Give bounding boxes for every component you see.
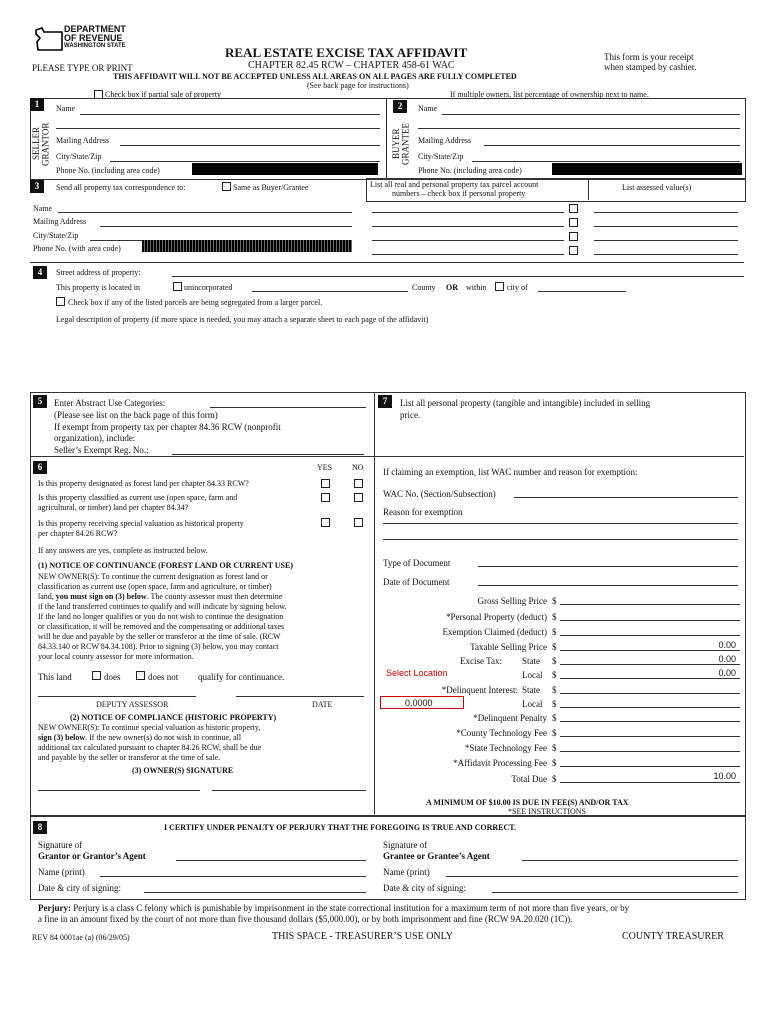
county-label: County (412, 283, 436, 292)
excise-local-dollar: $ (552, 670, 557, 680)
interest-local-dollar: $ (552, 699, 557, 709)
notice2-line4: and payable by the seller or transferor at the time of sale. (38, 753, 221, 762)
interest-state-field[interactable] (560, 693, 740, 694)
within-label: within (466, 283, 487, 292)
parcel-field-3[interactable] (372, 240, 564, 241)
current-use-question-1: Is this property classified as current use (open space, farm and (38, 493, 238, 502)
city-of-field[interactable] (538, 291, 626, 292)
current-use-no-checkbox[interactable] (354, 493, 363, 502)
buyer-name-field-2[interactable] (418, 128, 740, 129)
type-doc-label: Type of Document (383, 558, 451, 568)
notice1-line2: classification as current use (open space, farm and agriculture, or timber) (38, 582, 272, 591)
seller-mailing-field[interactable] (120, 145, 380, 146)
abstract-use-label: Enter Abstract Use Categories: (54, 398, 166, 408)
grantee-date-city-label: Date & city of signing: (383, 883, 466, 893)
same-as-buyer-label: Same as Buyer/Grantee (233, 183, 309, 192)
seller-vertical-label: SELLER GRANTOR (31, 122, 51, 166)
notice1-line8: 84.33.140 or RCW 84.34.108). Prior to signing (3) below, you may contact (38, 642, 279, 651)
taxable-price-value: 0.00 (718, 640, 736, 650)
notice1-line7: will be due and payable by the seller or transferor at the time of sale. (RCW (38, 632, 281, 641)
dept-line2: OF REVENUE (64, 33, 123, 43)
notice2-line3: additional tax calculated pursuant to chapter 84.26 RCW, shall be due (38, 743, 262, 752)
parcel-field-2[interactable] (372, 226, 564, 227)
excise-state-dollar: $ (552, 656, 557, 666)
no-header: NO (352, 463, 364, 472)
parcel-header-2: numbers – check box if personal property (392, 189, 526, 198)
assessed-field-4[interactable] (594, 254, 738, 255)
affidavit-fee-label: *Affidavit Processing Fee (453, 758, 547, 768)
notice-continuance-title: (1) NOTICE OF CONTINUANCE (FOREST LAND OR CURRENT USE) (38, 561, 293, 570)
taxable-dollar: $ (552, 642, 557, 652)
deputy-assessor-label: DEPUTY ASSESSOR (96, 700, 169, 709)
assessed-value-header: List assessed value(s) (622, 183, 692, 192)
historic-yes-checkbox[interactable] (321, 518, 330, 527)
section-4-number: 4 (33, 266, 47, 279)
section-2-number: 2 (393, 100, 407, 113)
grantor-signature-of: Signature of (38, 840, 83, 850)
legal-description-field[interactable] (56, 328, 744, 388)
delinquent-interest-label: *Delinquent Interest: (441, 685, 518, 695)
city-of-label: city of (507, 283, 528, 292)
dept-line1: DEPARTMENT (64, 24, 126, 34)
affidavit-fee-field[interactable] (560, 766, 740, 767)
seller-exempt-reg-label: Seller’s Exempt Reg. No.: (54, 445, 149, 455)
correspondence-name-label: Name (33, 204, 53, 213)
notice1-line6: or classification, it will be removed and the compensating or additional taxes (38, 622, 285, 631)
parcel-personal-checkbox-2[interactable] (569, 218, 578, 227)
notice2-line2: sign (3) below. If the new owner(s) do not wish to continue, all (38, 733, 242, 742)
partial-sale-label: Check box if partial sale of property (105, 90, 221, 99)
excise-state-field[interactable] (560, 664, 740, 665)
receipt-note-1: This form is your receipt (604, 52, 694, 62)
owner-signature-field-1[interactable] (38, 790, 200, 791)
seller-name-field-2[interactable] (56, 128, 380, 129)
buyer-name-label: Name (418, 104, 438, 113)
excise-tax-label: Excise Tax: (460, 656, 502, 666)
current-use-yes-checkbox[interactable] (321, 493, 330, 502)
seller-name-field[interactable] (80, 114, 380, 115)
if-yes-note: If any answers are yes, complete as instructed below. (38, 546, 208, 555)
notice-compliance-title: (2) NOTICE OF COMPLIANCE (HISTORIC PROPERTY) (70, 713, 277, 722)
notice1-line5: If the land no longer qualifies or you do not wish to continue the designation (38, 612, 284, 621)
section-7-number: 7 (378, 395, 392, 408)
parcel-personal-checkbox-1[interactable] (569, 204, 578, 213)
grantee-signature-of: Signature of (383, 840, 428, 850)
dept-line3: WASHINGTON STATE (64, 43, 126, 49)
county-field[interactable] (252, 291, 408, 292)
wac-field[interactable] (514, 497, 738, 498)
seller-exempt-reg-field[interactable] (172, 454, 364, 455)
correspondence-mailing-label: Mailing Address (33, 217, 87, 226)
segregated-checkbox[interactable] (56, 297, 65, 306)
state-fee-field[interactable] (560, 751, 740, 752)
gross-dollar: $ (552, 596, 557, 606)
notice2-line1: NEW OWNER(S): To continue special valuation as historic property, (38, 723, 261, 732)
section-8-number: 8 (33, 821, 47, 834)
perjury-line-1: Perjury: Perjury is a class C felony which is punishable by imprisonment in the state correctional institution for a maximum term of not more than five years, or by (38, 903, 630, 913)
grantor-name-print-field[interactable] (100, 876, 366, 877)
notice1-line3: land, you must sign on (3) below. The county assessor must then determine (38, 592, 283, 601)
receipt-note-2: when stamped by cashier. (604, 62, 697, 72)
penalty-dollar: $ (552, 713, 557, 723)
date-doc-field[interactable] (478, 585, 738, 586)
seller-city-label: City/State/Zip (56, 152, 102, 161)
this-land-label: This land (38, 672, 72, 682)
state-fee-dollar: $ (552, 743, 557, 753)
correspondence-mailing-field[interactable] (100, 226, 352, 227)
county-fee-label: *County Technology Fee (456, 728, 547, 738)
grantor-date-city-field[interactable] (144, 892, 366, 893)
see-instructions-note: *SEE INSTRUCTIONS (508, 807, 587, 816)
grantor-signature-field[interactable] (176, 860, 366, 861)
section-3-number: 3 (30, 180, 44, 193)
washington-state-icon (34, 26, 64, 54)
gross-price-field[interactable] (560, 604, 740, 605)
correspondence-city-label: City/State/Zip (33, 231, 79, 240)
seller-phone-label: Phone No. (including area code) (56, 166, 160, 175)
taxable-price-label: Taxable Selling Price (470, 642, 547, 652)
dor-logo (34, 24, 126, 56)
section-5-number: 5 (33, 395, 47, 408)
warning-text: THIS AFFIDAVIT WILL NOT BE ACCEPTED UNLESS ALL AREAS ON ALL PAGES ARE FULLY COMPLETED (113, 72, 517, 81)
historic-no-checkbox[interactable] (354, 518, 363, 527)
interest-local-field[interactable] (560, 707, 740, 708)
buyer-phone-label: Phone No. (including area code) (418, 166, 522, 175)
exemption-note: If claiming an exemption, list WAC number and reason for exemption: (383, 467, 638, 477)
section-6-number: 6 (33, 461, 47, 474)
exemption-claimed-dollar: $ (552, 627, 557, 637)
multiple-owners-note: If multiple owners, list percentage of ownership next to name. (450, 90, 649, 99)
legal-description-label: Legal description of property (if more space is needed, you may attach a separate sheet to each page of the affidavit) (56, 315, 429, 324)
seller-mailing-label: Mailing Address (56, 136, 110, 145)
owner-signature-field-2[interactable] (212, 790, 366, 791)
total-dollar: $ (552, 774, 557, 784)
assessed-field-3[interactable] (594, 240, 738, 241)
yes-header: YES (317, 463, 333, 472)
exemption-claimed-label: Exemption Claimed (deduct) (442, 627, 547, 637)
state-fee-label: *State Technology Fee (464, 743, 547, 753)
street-address-field[interactable] (172, 276, 744, 277)
county-fee-dollar: $ (552, 728, 557, 738)
total-due-value: 10.00 (713, 771, 736, 781)
seller-name-label: Name (56, 104, 76, 113)
buyer-city-label: City/State/Zip (418, 152, 464, 161)
minimum-fee-note: A MINIMUM OF $10.00 IS DUE IN FEE(S) AND/OR TAX (426, 798, 629, 807)
correspondence-phone-field[interactable] (142, 240, 352, 252)
grantor-date-city-label: Date & city of signing: (38, 883, 121, 893)
parcel-field-1[interactable] (372, 212, 564, 213)
grantee-date-city-field[interactable] (492, 892, 738, 893)
buyer-mailing-label: Mailing Address (418, 136, 472, 145)
historic-question-1: Is this property receiving special valuation as historical property (38, 519, 244, 528)
section-5-6-divider (30, 456, 374, 457)
located-in-label: This property is located in (56, 283, 140, 292)
correspondence-name-field[interactable] (58, 212, 352, 213)
seller-city-field[interactable] (110, 161, 380, 162)
land-does-not-checkbox[interactable] (136, 671, 145, 680)
personal-deduct-field[interactable] (560, 620, 740, 621)
current-use-question-2: agricultural, or timber) land per chapter 84.34? (38, 503, 189, 512)
buyer-mailing-field[interactable] (484, 145, 740, 146)
grantee-agent-label: Grantee or Grantee’s Agent (383, 851, 490, 861)
see-list-note: (Please see list on the back page of this form) (54, 410, 218, 420)
reason-label: Reason for exemption (383, 507, 463, 517)
assessed-field-1[interactable] (594, 212, 738, 213)
gross-price-label: Gross Selling Price (477, 596, 547, 606)
reason-field-1[interactable] (383, 523, 738, 524)
qualify-label: qualify for continuance. (198, 672, 285, 682)
same-as-buyer-checkbox[interactable] (222, 182, 231, 191)
buyer-name-field[interactable] (442, 114, 740, 115)
select-location-dropdown[interactable]: Select Location (386, 668, 448, 678)
buyer-phone-field[interactable] (552, 163, 742, 175)
parcel-field-4[interactable] (372, 254, 564, 255)
penalty-field[interactable] (560, 721, 740, 722)
interest-state-dollar: $ (552, 685, 557, 695)
date-doc-label: Date of Document (383, 577, 450, 587)
unincorporated-checkbox[interactable] (173, 282, 182, 291)
reason-field-2[interactable] (383, 539, 738, 540)
buyer-vertical-label: BUYER GRANTEE (391, 123, 411, 165)
form-title: REAL ESTATE EXCISE TAX AFFIDAVIT (225, 45, 468, 60)
parcel-personal-checkbox-3[interactable] (569, 232, 578, 241)
wac-label: WAC No. (Section/Subsection) (383, 489, 496, 499)
excise-local-value: 0.00 (718, 668, 736, 678)
abstract-use-field[interactable] (210, 407, 366, 408)
taxable-price-field[interactable] (560, 650, 740, 651)
forest-land-question: Is this property designated as forest land per chapter 84.33 RCW? (38, 479, 249, 488)
section-4-divider (30, 262, 744, 263)
assessed-field-2[interactable] (594, 226, 738, 227)
section-7-divider (374, 456, 744, 457)
owner-signature-label: (3) OWNER(S) SIGNATURE (132, 766, 234, 775)
affidavit-fee-dollar: $ (552, 758, 557, 768)
grantor-agent-label: Grantor or Grantor’s Agent (38, 851, 146, 861)
excise-state-value: 0.00 (718, 654, 736, 664)
notice1-line1: NEW OWNER(S): To continue the current designation as forest land or (38, 572, 268, 581)
excise-local-label: Local (522, 670, 543, 680)
personal-deduct-label: *Personal Property (deduct) (446, 612, 547, 622)
interest-state-label: State (522, 685, 540, 695)
historic-question-2: per chapter 84.26 RCW? (38, 529, 118, 538)
county-treasurer-label: COUNTY TREASURER (622, 931, 724, 942)
deputy-assessor-field[interactable] (38, 696, 196, 697)
form-revision: REV 84 0001ae (a) (06/29/05) (32, 933, 130, 942)
land-does-label: does (104, 672, 121, 682)
type-or-print: PLEASE TYPE OR PRINT (32, 63, 133, 73)
forest-land-no-checkbox[interactable] (354, 479, 363, 488)
forest-land-yes-checkbox[interactable] (321, 479, 330, 488)
excise-local-field[interactable] (560, 678, 740, 679)
form-subtitle: CHAPTER 82.45 RCW – CHAPTER 458-61 WAC (248, 60, 455, 71)
county-fee-field[interactable] (560, 736, 740, 737)
personal-property-note-2: price. (400, 410, 421, 420)
interest-local-label: Local (522, 699, 543, 709)
within-city-checkbox[interactable] (495, 282, 504, 291)
delinquent-interest-rate-input[interactable]: 0.0000 (380, 696, 464, 709)
street-address-label: Street address of property: (56, 268, 141, 277)
unincorporated-label: unincorporated (184, 283, 233, 292)
parcel-header-1: List all real and personal property tax parcel account (370, 180, 539, 189)
assessor-date-field[interactable] (236, 696, 364, 697)
parcel-personal-checkbox-4[interactable] (569, 246, 578, 255)
section-1-number: 1 (30, 98, 44, 111)
grantee-signature-field[interactable] (522, 860, 738, 861)
notice1-line9: your local county assessor for more information. (38, 652, 194, 661)
exempt-note-2: organization), include: (54, 433, 136, 443)
type-doc-field[interactable] (478, 566, 738, 567)
total-due-field[interactable] (560, 782, 740, 783)
exemption-claimed-field[interactable] (560, 635, 740, 636)
grantee-name-print-field[interactable] (446, 876, 738, 877)
land-does-not-label: does not (148, 672, 179, 682)
send-correspondence-label: Send all property tax correspondence to: (56, 183, 186, 192)
buyer-city-field[interactable] (472, 161, 740, 162)
certify-statement: I CERTIFY UNDER PENALTY OF PERJURY THAT THE FOREGOING IS TRUE AND CORRECT. (164, 823, 517, 832)
land-does-checkbox[interactable] (92, 671, 101, 680)
segregated-label: Check box if any of the listed parcels are being segregated from a larger parcel. (68, 298, 323, 307)
personal-property-note-1: List all personal property (tangible and intangible) included in selling (400, 398, 651, 408)
assessor-date-label: DATE (312, 700, 333, 709)
notice1-line4: if the land transferred continues to qualify and will indicate by signing below. (38, 602, 287, 611)
treasurer-use-label: THIS SPACE - TREASURER’S USE ONLY (272, 931, 453, 942)
grantor-name-print-label: Name (print) (38, 867, 85, 877)
personal-property-field[interactable] (400, 422, 740, 452)
delinquent-penalty-label: *Delinquent Penalty (473, 713, 547, 723)
perjury-line-2: a fine in an amount fixed by the court of not more than five thousand dollars ($5,000.00), or by both imprisonment and fine (RCW 9A.20.020 (1C)). (38, 914, 573, 924)
exempt-note-1: If exempt from property tax per chapter 84.36 RCW (nonprofit (54, 422, 281, 432)
personal-deduct-dollar: $ (552, 612, 557, 622)
see-back: (See back page for instructions) (307, 81, 409, 90)
correspondence-phone-label: Phone No. (with area code) (33, 244, 121, 253)
total-due-label: Total Due (511, 774, 547, 784)
grantee-name-print-label: Name (print) (383, 867, 430, 877)
seller-phone-field[interactable] (192, 163, 378, 175)
or-label: OR (446, 283, 458, 292)
excise-state-label: State (522, 656, 540, 666)
